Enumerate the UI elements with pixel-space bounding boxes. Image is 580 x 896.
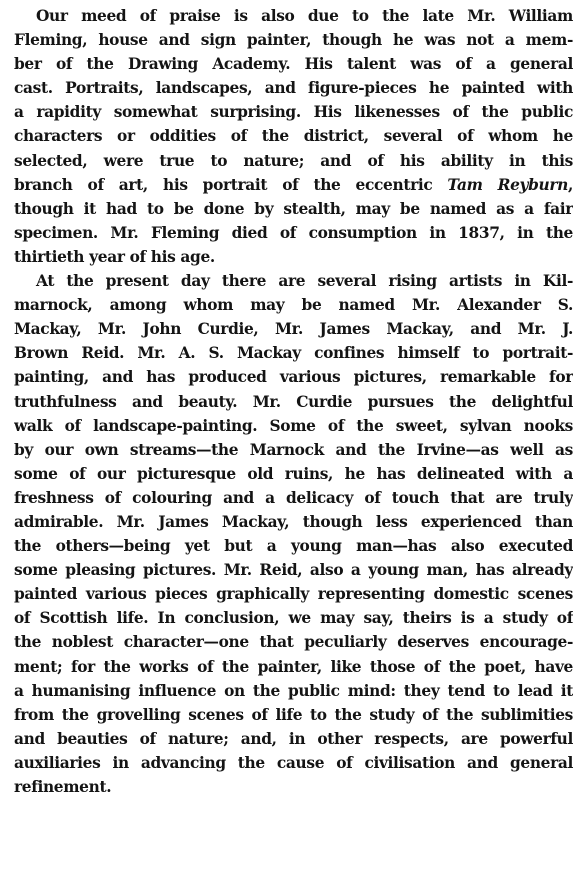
text-line: marnock, among whom may be named Mr. Alexander S. [14, 296, 573, 315]
text-line: some pleasing pictures. Mr. Reid, also a young man, has already [14, 561, 573, 580]
text-line: ber of the Drawing Academy. His talent was of a general [14, 55, 573, 74]
text-run: branch of art, his portrait of the eccentric [14, 175, 448, 194]
text-line: and beauties of nature; and, in other respects, are powerful [14, 729, 573, 748]
text-line: by our own streams—the Marnock and the Irvine—as well as [14, 440, 573, 459]
text-line: Our meed of praise is also due to the late Mr. William [36, 7, 573, 25]
text-line: refinement. [14, 778, 112, 796]
text-line: freshness of colouring and a delicacy of touch that are truly [14, 488, 573, 507]
text-line: ment; for the works of the painter, like those of the poet, have [14, 657, 573, 676]
text-line [14, 173, 573, 197]
text-run: , [567, 175, 573, 194]
paragraph-rising-artists [14, 269, 573, 799]
text-line: a rapidity somewhat surprising. His likenesses of the public [14, 103, 573, 122]
text-line: cast. Portraits, landscapes, and figure-pieces he painted with [14, 79, 573, 98]
text-line: truthfulness and beauty. Mr. Curdie pursues the delightful [14, 392, 573, 411]
text-line: the noblest character—one that peculiarly deserves encourage- [14, 633, 573, 652]
text-line: a humanising influence on the public mind: they tend to lead it [14, 681, 573, 700]
text-line: admirable. Mr. James Mackay, though less experienced than [14, 512, 573, 531]
text-line: specimen. Mr. Fleming died of consumption in 1837, in the [14, 223, 573, 242]
text-line: painting, and has produced various pictures, remarkable for [14, 368, 573, 387]
text-line: thirtieth year of his age. [14, 247, 215, 266]
text-line: though it had to be done by stealth, may be named as a fair [14, 199, 573, 218]
text-line: characters or oddities of the district, several of whom he [14, 127, 573, 146]
paragraph-william-fleming [14, 4, 573, 269]
text-line: some of our picturesque old ruins, he has delineated with a [14, 464, 573, 483]
text-line: painted various pieces graphically representing domestic scenes [14, 585, 573, 604]
text-line: Fleming, house and sign painter, though he was not a mem- [14, 31, 573, 50]
text-line: of Scottish life. In conclusion, we may say, theirs is a study of [14, 609, 573, 628]
text-line: auxiliaries in advancing the cause of civilisation and general [14, 753, 573, 772]
text-line: from the grovelling scenes of life to the study of the sublimities [14, 705, 573, 724]
text-line: Brown Reid. Mr. A. S. Mackay confines himself to portrait- [14, 344, 573, 363]
text-line: the others—being yet but a young man—has also executed [14, 537, 573, 556]
text-line: selected, were true to nature; and of his ability in this [14, 151, 573, 170]
text-line: At the present day there are several rising artists in Kil- [36, 272, 573, 291]
italic-name-tam-reyburn: Tam Reyburn [447, 175, 568, 194]
text-line: Mackay, Mr. John Curdie, Mr. James Mackay, and Mr. J. [14, 320, 573, 339]
text-line: walk of landscape-painting. Some of the sweet, sylvan nooks [14, 416, 573, 435]
